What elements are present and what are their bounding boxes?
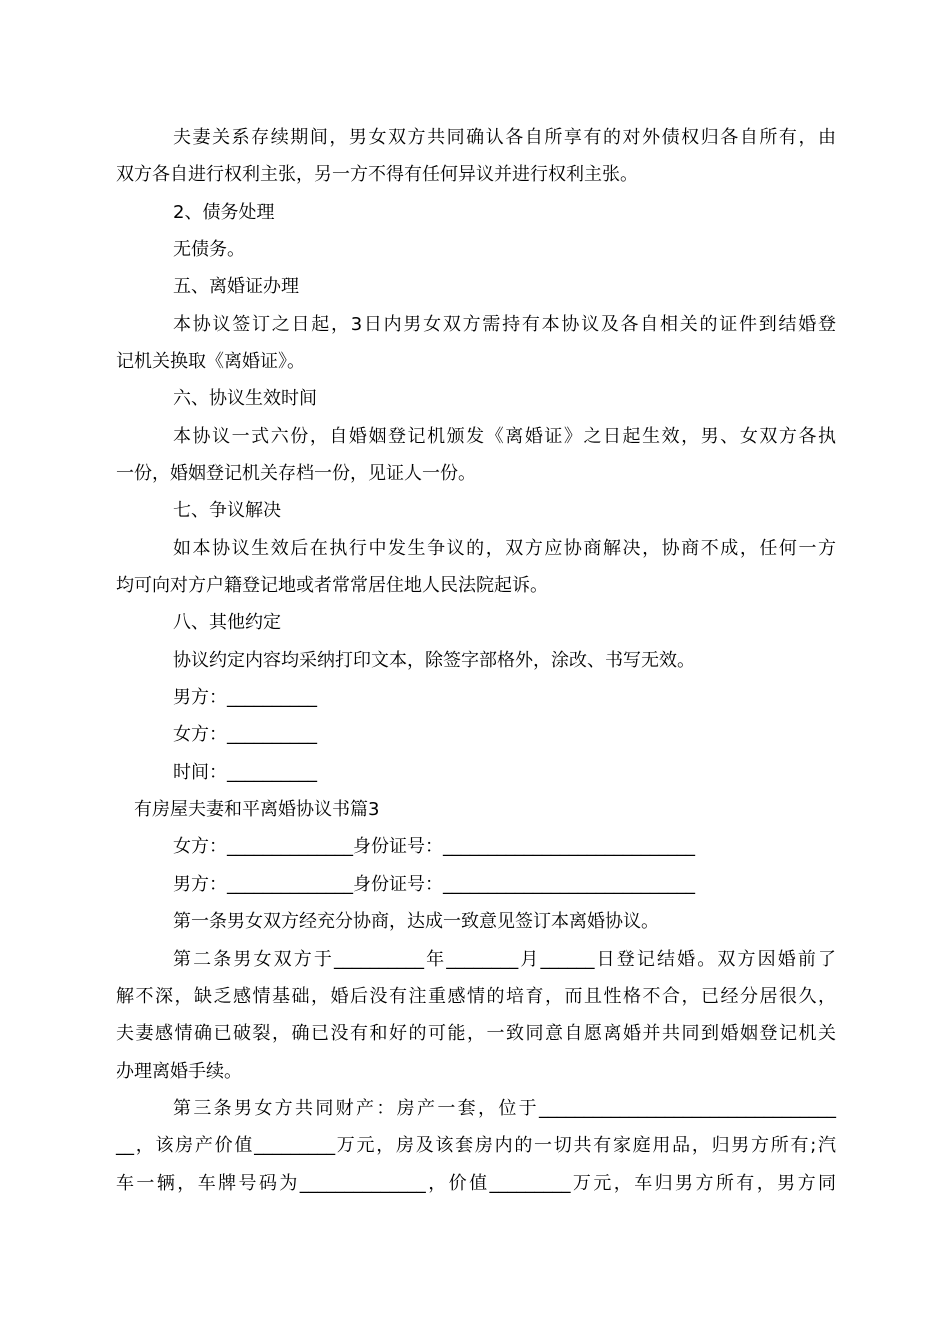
document-title: 有房屋夫妻和平离婚协议书篇3 — [134, 799, 380, 820]
signature-field-male: 男方：__________ — [173, 687, 317, 708]
party-field-female: 女方：______________身份证号：____________________________ — [173, 836, 695, 857]
paragraph-line: 均可向对方户籍登记地或者常常居住地人民法院起诉。 — [116, 575, 548, 596]
paragraph-line: 第一条男女双方经充分协商，达成一致意见签订本离婚协议。 — [173, 911, 659, 932]
party-field-male: 男方：______________身份证号：____________________________ — [173, 874, 695, 895]
section-heading: 2、债务处理 — [173, 202, 275, 223]
paragraph-line: 本协议一式六份，自婚姻登记机颁发《离婚证》之日起生效，男、女双方各执 — [173, 426, 836, 447]
paragraph-line: 本协议签订之日起，3日内男女双方需持有本协议及各自相关的证件到结婚登 — [173, 314, 836, 335]
paragraph-line: 无债务。 — [173, 239, 245, 260]
paragraph-line: 办理离婚手续。 — [116, 1061, 242, 1082]
section-heading: 七、争议解决 — [173, 500, 281, 521]
section-heading: 五、离婚证办理 — [173, 276, 299, 297]
section-heading: 八、其他约定 — [173, 612, 281, 633]
paragraph-line: 一份，婚姻登记机关存档一份，见证人一份。 — [116, 463, 476, 484]
signature-field-female: 女方：__________ — [173, 724, 317, 745]
paragraph-line: 记机关换取《离婚证》。 — [116, 351, 305, 372]
paragraph-line: 协议约定内容均采纳打印文本，除签字部格外，涂改、书写无效。 — [173, 650, 695, 671]
paragraph-line: 如本协议生效后在执行中发生争议的，双方应协商解决，协商不成，任何一方 — [173, 538, 836, 559]
paragraph-line: 双方各自进行权利主张，另一方不得有任何异议并进行权利主张。 — [116, 164, 638, 185]
paragraph-line: 解不深，缺乏感情基础，婚后没有注重感情的培育，而且性格不合，已经分居很久， — [116, 986, 836, 1007]
section-heading: 六、协议生效时间 — [173, 388, 317, 409]
paragraph-line: __，该房产价值_________万元，房及该套房内的一切共有家庭用品，归男方所有;汽 — [116, 1135, 836, 1156]
paragraph-line: 夫妻关系存续期间，男女双方共同确认各自所享有的对外债权归各自所有，由 — [173, 127, 836, 148]
paragraph-line: 第三条男女方共同财产：房产一套，位于_________________________________ — [173, 1098, 836, 1119]
date-field: 时间：__________ — [173, 762, 317, 783]
paragraph-line: 车一辆，车牌号码为______________，价值_________万元，车归男方所有，男方同 — [116, 1173, 836, 1194]
paragraph-line: 夫妻感情确已破裂，确已没有和好的可能，一致同意自愿离婚并共同到婚姻登记机关 — [116, 1023, 836, 1044]
paragraph-line: 第二条男女双方于__________年________月______日登记结婚。双方因婚前了 — [173, 949, 836, 970]
